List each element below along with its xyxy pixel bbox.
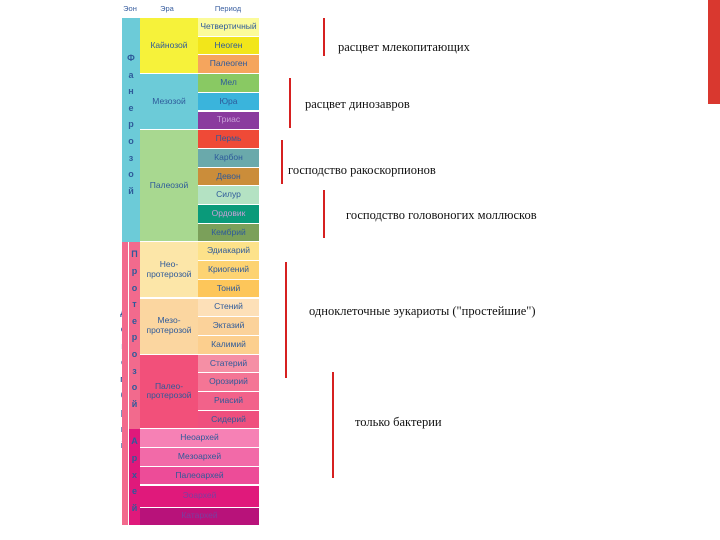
period-cell: Силур — [198, 186, 259, 205]
archean-era-cell: Неоархей — [140, 429, 259, 448]
eon-letter: о — [131, 348, 138, 359]
period-cell: Тоний — [198, 280, 259, 299]
period-cell: Эдиакарий — [198, 242, 259, 261]
period-cell: Криогений — [198, 261, 259, 280]
period-cell: Палеоген — [198, 55, 259, 74]
period-cell: Калимий — [198, 336, 259, 355]
eon-letter: р — [131, 332, 138, 343]
period-cell: Эктазий — [198, 317, 259, 336]
annotation-text: господство головоногих моллюсков — [346, 208, 537, 222]
archean-era-cell: Мезоархей — [140, 448, 259, 467]
annotation-text: одноклеточные эукариоты ("простейшие") — [309, 304, 536, 318]
period-cell: Риасий — [198, 392, 259, 411]
annotation-marker — [323, 18, 325, 56]
era-cell: Палеозой — [140, 130, 198, 242]
era-cell: Палео- протерозой — [140, 355, 198, 430]
eon-letter: р — [131, 265, 138, 276]
eon-letter: й — [131, 398, 138, 409]
period-cell: Неоген — [198, 37, 259, 56]
annotation-marker — [323, 190, 325, 238]
eon-column — [129, 429, 140, 525]
eon-strip — [122, 242, 128, 525]
eon-letter: Ф — [127, 53, 135, 63]
eon-letter: р — [131, 452, 138, 463]
eon-letter: А — [131, 436, 138, 447]
annotation-text: только бактерии — [355, 415, 442, 429]
annotation-text: расцвет млекопитающих — [338, 40, 470, 54]
period-cell: Четвертичный — [198, 18, 259, 37]
period-cell: Орозирий — [198, 373, 259, 392]
era-cell: Нео- протерозой — [140, 242, 198, 298]
eon-letter: е — [131, 486, 137, 497]
period-cell: Сидерий — [198, 411, 259, 430]
eon-letter: й — [128, 185, 134, 196]
era-cell: Мезозой — [140, 74, 198, 130]
archean-era-cell: Эоархей — [140, 486, 259, 508]
era-cell: Мезо- протерозой — [140, 299, 198, 355]
period-cell: Мел — [198, 74, 259, 93]
annotation-marker — [285, 262, 287, 378]
period-cell: Ордовик — [198, 205, 259, 224]
period-cell: Кембрий — [198, 224, 259, 243]
annotation-text: господство ракоскорпионов — [288, 163, 436, 177]
eon-letter: о — [128, 135, 134, 146]
annotation-text: расцвет динозавров — [305, 97, 410, 111]
annotation-marker — [289, 78, 291, 128]
eon-letter: х — [131, 469, 137, 480]
period-cell: Девон — [198, 168, 259, 187]
eon-letter: т — [132, 299, 137, 310]
archean-era-cell: Палеоархей — [140, 467, 259, 486]
annotation-marker — [281, 140, 283, 184]
eon-letter: е — [128, 102, 134, 113]
era-cell: Кайнозой — [140, 18, 198, 74]
eon-letter: е — [131, 315, 137, 326]
eon-letter: р — [128, 119, 134, 130]
header-era: Эра — [160, 4, 174, 13]
period-cell: Статерий — [198, 355, 259, 374]
eon-letter: з — [132, 365, 137, 376]
eon-letter: о — [131, 382, 138, 393]
eon-letter: н — [128, 86, 134, 97]
eon-letter: о — [128, 169, 134, 180]
archean-era-cell: Катархей — [140, 508, 259, 526]
edge-accent-bar — [708, 0, 720, 104]
eon-letter: а — [128, 69, 134, 80]
eon-letter: з — [128, 152, 134, 163]
period-cell: Карбон — [198, 149, 259, 168]
eon-column — [129, 242, 140, 429]
header-eon: Эон — [123, 4, 137, 13]
period-cell: Триас — [198, 112, 259, 131]
eon-letter: о — [131, 282, 138, 293]
period-cell: Юра — [198, 93, 259, 112]
eon-letter: П — [131, 249, 138, 260]
period-cell: Стений — [198, 299, 259, 318]
eon-column — [122, 18, 140, 242]
eon-letter: й — [131, 502, 138, 513]
annotation-marker — [332, 372, 334, 478]
header-period: Период — [214, 4, 242, 13]
period-cell: Пермь — [198, 130, 259, 149]
